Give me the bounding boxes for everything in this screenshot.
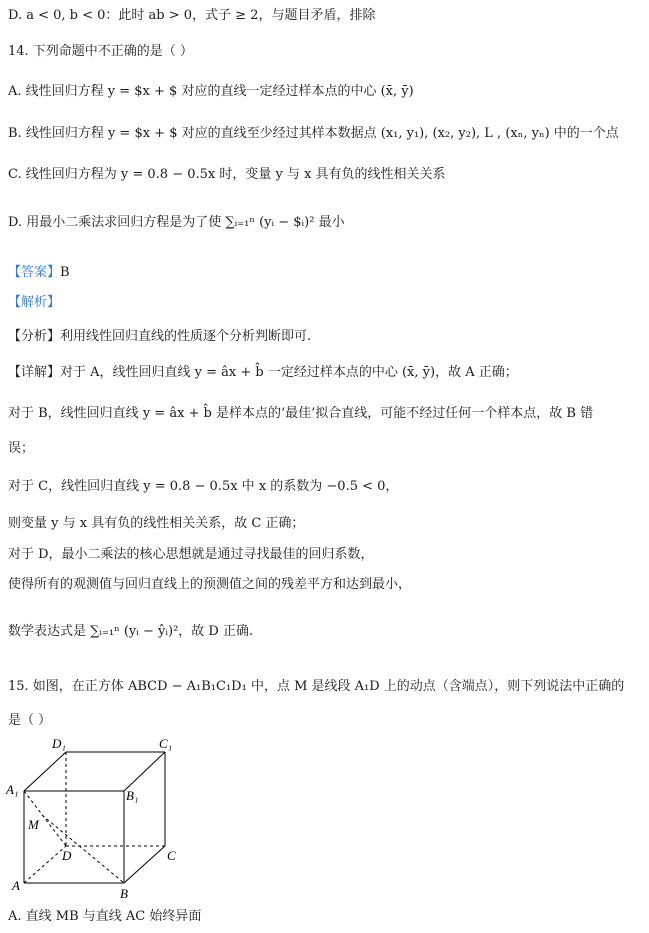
question-15-stem: 15. 如图，在正方体 ABCD − A₁B₁C₁D₁ 中，点 M 是线段 A₁D 上的动点（含端点），则下列说法中正确的 [8, 679, 625, 694]
detail-d-formula: 数学表达式是 ∑ᵢ₌₁ⁿ (yᵢ − ŷᵢ)²，故 D 正确. [8, 624, 254, 639]
detail-c-cont: 则变量 y 与 x 具有负的线性相关关系，故 C 正确； [8, 516, 305, 531]
edge-a1-d1 [24, 752, 66, 791]
label-b: B [120, 886, 128, 901]
line-option-d-prev: D. a < 0, b < 0：此时 ab > 0，式子 ≥ 2，与题目矛盾，排除 [8, 8, 376, 23]
edge-b-c [124, 846, 165, 883]
detail-d: 对于 D，最小二乘法的核心思想就是通过寻找最佳的回归系数， [8, 547, 374, 562]
label-a: A [12, 878, 20, 893]
answer-line [8, 263, 70, 283]
question-14-option-c: C. 线性回归方程为 y = 0.8 − 0.5x 时，变量 y 与 x 具有负的线性相关关系 [8, 167, 446, 182]
label-d: D [62, 848, 72, 863]
label-c: C [167, 848, 176, 863]
segment-m-b [42, 815, 124, 883]
label-b1: B₁ [126, 788, 139, 803]
label-m: M [28, 817, 39, 832]
question-14-option-a: A. 线性回归方程 y = $x + $ 对应的直线一定经过样本点的中心 (x̄, ȳ) [8, 84, 414, 99]
question-14-option-d: D. 用最小二乘法求回归方程是为了使 ∑ᵢ₌₁ⁿ (yᵢ − $ᵢ)² 最小 [8, 215, 345, 230]
detail-b: 对于 B，线性回归直线 y = âx + b̂ 是样本点的‘最佳’拟合直线，可能不经过任何一个样本点，故 B 错 [8, 406, 594, 421]
detail-b-cont: 误； [8, 441, 35, 456]
answer-value: B [60, 265, 70, 280]
label-c1: C₁ [159, 736, 173, 751]
label-d1: D₁ [52, 736, 66, 751]
edge-b1-c1 [124, 752, 165, 791]
question-15-stem-cont: 是（ ） [8, 713, 52, 728]
detail-d-cont: 使得所有的观测值与回归直线上的预测值之间的残差平方和达到最小， [8, 577, 412, 592]
analysis-summary: 【分析】利用线性回归直线的性质逐个分析判断即可. [8, 329, 312, 344]
answer-tag: 【答案】 [8, 265, 61, 280]
edge-a-d [24, 846, 66, 883]
analysis-tag: 【解析】 [8, 295, 61, 310]
question-15-option-a: A. 直线 MB 与直线 AC 始终异面 [8, 909, 202, 924]
question-14-option-b: B. 线性回归方程 y = $x + $ 对应的直线至少经过其样本数据点 (x₁, y₁), (x₂, y₂), L , (xₙ, yₙ) 中的一个点 [8, 126, 619, 141]
detail-a: 【详解】对于 A，线性回归直线 y = âx + b̂ 一定经过样本点的中心 (x̄, ȳ)，故 A 正确； [8, 365, 518, 380]
detail-c: 对于 C，线性回归直线 y = 0.8 − 0.5x 中 x 的系数为 −0.5 < 0， [8, 479, 399, 494]
question-14-stem: 14. 下列命题中不正确的是（ ） [8, 44, 193, 59]
cube-figure [0, 730, 200, 906]
label-a1: A₁ [6, 782, 19, 797]
